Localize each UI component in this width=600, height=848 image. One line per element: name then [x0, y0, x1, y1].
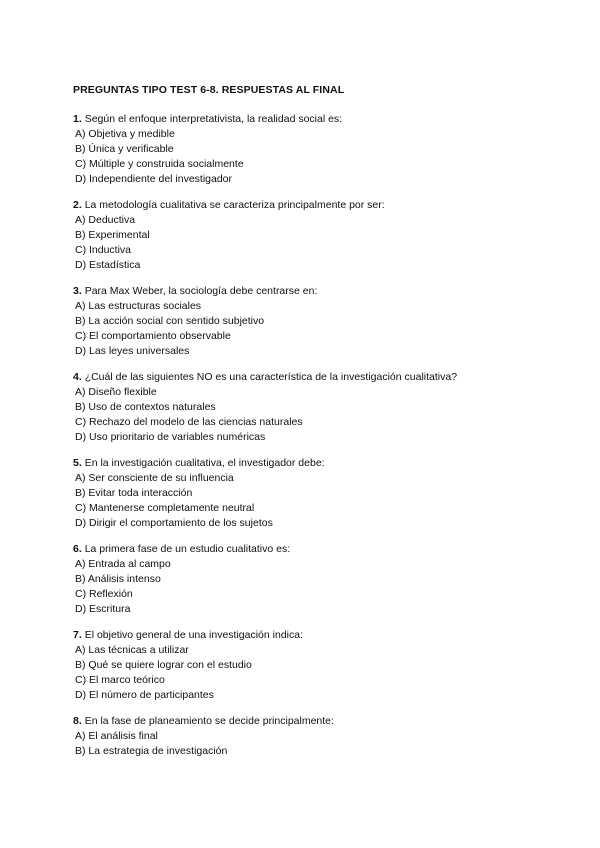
question-stem — [73, 370, 553, 385]
question-number: 1. — [73, 113, 82, 125]
question-number: 5. — [73, 457, 82, 469]
question-number: 2. — [73, 199, 82, 211]
question-stem — [73, 714, 553, 729]
document-title: PREGUNTAS TIPO TEST 6-8. RESPUESTAS AL FINAL — [73, 84, 345, 96]
answer-options — [73, 299, 553, 359]
question-number: 7. — [73, 629, 82, 641]
answer-option: B) Única y verificable — [75, 143, 174, 155]
answer-option: A) El análisis final — [75, 730, 158, 742]
answer-option: C) Mantenerse completamente neutral — [75, 502, 255, 514]
answer-option: C) Rechazo del modelo de las ciencias naturales — [75, 416, 303, 428]
question-text: El objetivo general de una investigación indica: — [84, 629, 303, 641]
answer-options — [73, 729, 553, 759]
question-3 — [73, 284, 553, 359]
answer-option: C) El comportamiento observable — [75, 330, 231, 342]
answer-option: A) Las técnicas a utilizar — [75, 644, 189, 656]
question-7 — [73, 628, 553, 703]
answer-option: B) Análisis intenso — [75, 573, 161, 585]
answer-option: A) Objetiva y medible — [75, 128, 175, 140]
answer-option: D) Independiente del investigador — [75, 173, 233, 185]
question-2 — [73, 198, 553, 273]
question-number: 3. — [73, 285, 82, 297]
question-number: 8. — [73, 715, 82, 727]
question-text: La metodología cualitativa se caracteriza principalmente por ser: — [84, 199, 385, 211]
answer-options — [73, 127, 553, 187]
question-number: 6. — [73, 543, 82, 555]
question-text: Según el enfoque interpretativista, la realidad social es: — [84, 113, 343, 125]
answer-option: D) Uso prioritario de variables numéricas — [75, 431, 266, 443]
answer-option: D) Escritura — [75, 603, 131, 615]
answer-option: C) El marco teórico — [75, 674, 165, 686]
question-4 — [73, 370, 553, 445]
question-5 — [73, 456, 553, 531]
question-stem — [73, 542, 553, 557]
answer-option: C) Reflexión — [75, 588, 133, 600]
question-1 — [73, 112, 553, 187]
answer-option: B) La estrategia de investigación — [75, 745, 228, 757]
answer-option: A) Entrada al campo — [75, 558, 171, 570]
question-number: 4. — [73, 371, 82, 383]
answer-option: B) Experimental — [75, 229, 150, 241]
answer-option: D) Las leyes universales — [75, 345, 190, 357]
answer-options — [73, 557, 553, 617]
answer-option: B) Qué se quiere lograr con el estudio — [75, 659, 252, 671]
question-text: En la investigación cualitativa, el investigador debe: — [84, 457, 325, 469]
question-8 — [73, 714, 553, 759]
question-stem — [73, 456, 553, 471]
answer-option: C) Múltiple y construida socialmente — [75, 158, 244, 170]
answer-options — [73, 643, 553, 703]
question-text: En la fase de planeamiento se decide principalmente: — [84, 715, 334, 727]
answer-option: A) Ser consciente de su influencia — [75, 472, 234, 484]
question-text: La primera fase de un estudio cualitativo es: — [84, 543, 291, 555]
document-body — [73, 84, 553, 770]
answer-option: B) Evitar toda interacción — [75, 487, 193, 499]
answer-option: D) Estadística — [75, 259, 141, 271]
answer-option: C) Inductiva — [75, 244, 132, 256]
answer-option: B) La acción social con sentido subjetivo — [75, 315, 265, 327]
answer-options — [73, 213, 553, 273]
question-6 — [73, 542, 553, 617]
answer-option: A) Las estructuras sociales — [75, 300, 202, 312]
answer-option: A) Diseño flexible — [75, 386, 157, 398]
question-text: ¿Cuál de las siguientes NO es una característica de la investigación cualitativa? — [84, 371, 458, 383]
answer-option: D) Dirigir el comportamiento de los sujetos — [75, 517, 273, 529]
answer-options — [73, 385, 553, 445]
answer-option: A) Deductiva — [75, 214, 136, 226]
answer-options — [73, 471, 553, 531]
question-stem — [73, 112, 553, 127]
question-stem — [73, 628, 553, 643]
answer-option: D) El número de participantes — [75, 689, 214, 701]
answer-option: B) Uso de contextos naturales — [75, 401, 216, 413]
question-stem — [73, 284, 553, 299]
question-stem — [73, 198, 553, 213]
question-text: Para Max Weber, la sociología debe centrarse en: — [84, 285, 318, 297]
